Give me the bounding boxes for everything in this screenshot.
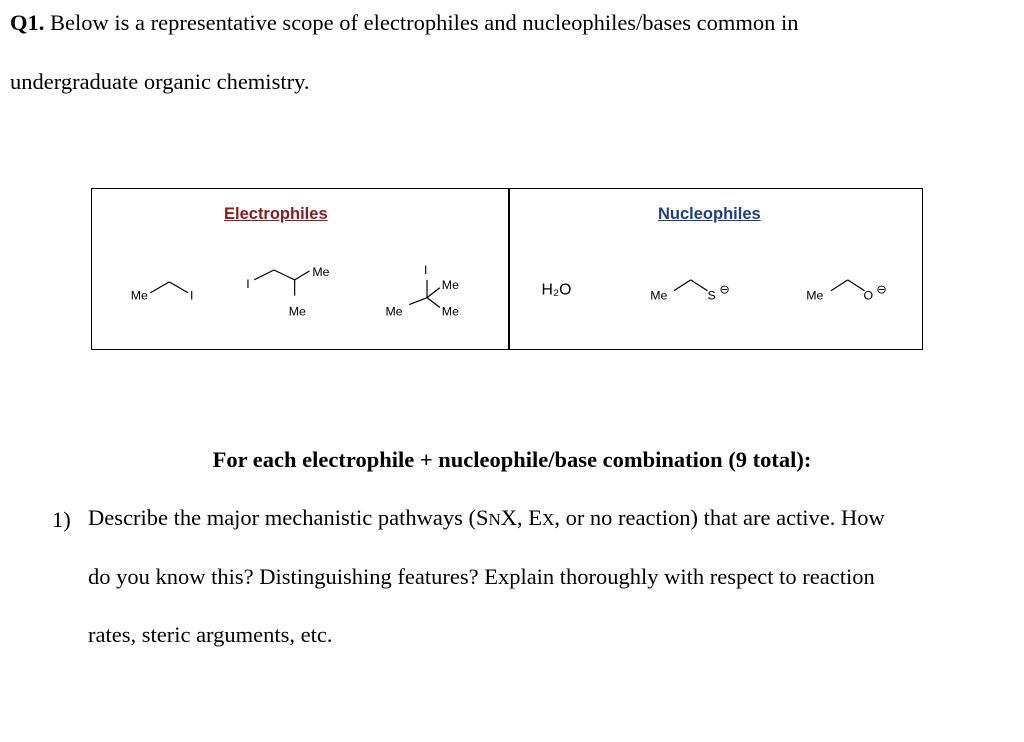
electrophiles-heading: Electrophiles: [224, 205, 328, 223]
ethyl-iodide-me-label: Me: [130, 288, 148, 303]
item-line-1: [88, 507, 885, 530]
isobutyl-iodide-structure: [246, 265, 329, 319]
nucleophiles-heading: Nucleophiles: [658, 205, 761, 223]
ethoxide-o-label: O: [863, 288, 874, 303]
tert-butyl-iodide-i-label: I: [424, 262, 428, 277]
scope-table: [91, 188, 923, 350]
item-line-1-part-a: Describe the major mechanistic pathways (S: [88, 505, 489, 530]
item-number: 1): [52, 507, 71, 532]
tert-butyl-iodide-me-label-right: Me: [441, 277, 459, 292]
question-line-1: [10, 12, 799, 35]
ethoxide-me-label: Me: [806, 288, 824, 303]
ethanethiolate-charge-label: ⊖: [719, 282, 730, 297]
question-text-1: Below is a representative scope of electrophiles and nucleophiles/bases common in: [44, 10, 799, 35]
item-line-2: do you know this? Distinguishing features? Explain thoroughly with respect to reaction: [88, 564, 875, 589]
molecule-structures: [92, 189, 922, 349]
prompt-heading: For each electrophile + nucleophile/base combination (9 total):: [212, 447, 812, 472]
item-line-1-part-c: , or no reaction) that are active. How: [554, 505, 885, 530]
item-line-3: rates, steric arguments, etc.: [88, 622, 333, 647]
isobutyl-iodide-me-label-top: Me: [312, 264, 330, 279]
isobutyl-iodide-i-label: I: [246, 276, 250, 291]
ethoxide-charge-label: ⊖: [876, 282, 887, 297]
ex-subscript: X: [542, 510, 555, 529]
isobutyl-iodide-me-label-bottom: Me: [288, 304, 306, 319]
water-label: H₂O: [541, 281, 572, 299]
ethyl-iodide-i-label: I: [189, 288, 194, 303]
ethanethiolate-me-label: Me: [650, 288, 668, 303]
ethanethiolate-structure: [650, 280, 729, 303]
tert-butyl-iodide-me-label-bottom: Me: [441, 304, 459, 319]
sn-subscript: N: [488, 510, 501, 529]
ethanethiolate-s-label: S: [707, 288, 716, 303]
tert-butyl-iodide-me-label-left: Me: [385, 304, 403, 319]
ethyl-iodide-structure: [131, 282, 194, 303]
item-line-1-part-b: X, E: [500, 505, 543, 530]
tert-butyl-iodide-structure: [386, 263, 460, 318]
question-number: Q1.: [10, 10, 45, 35]
ethoxide-structure: [806, 280, 886, 303]
question-line-2: undergraduate organic chemistry.: [10, 69, 310, 94]
water-structure: [542, 282, 572, 299]
